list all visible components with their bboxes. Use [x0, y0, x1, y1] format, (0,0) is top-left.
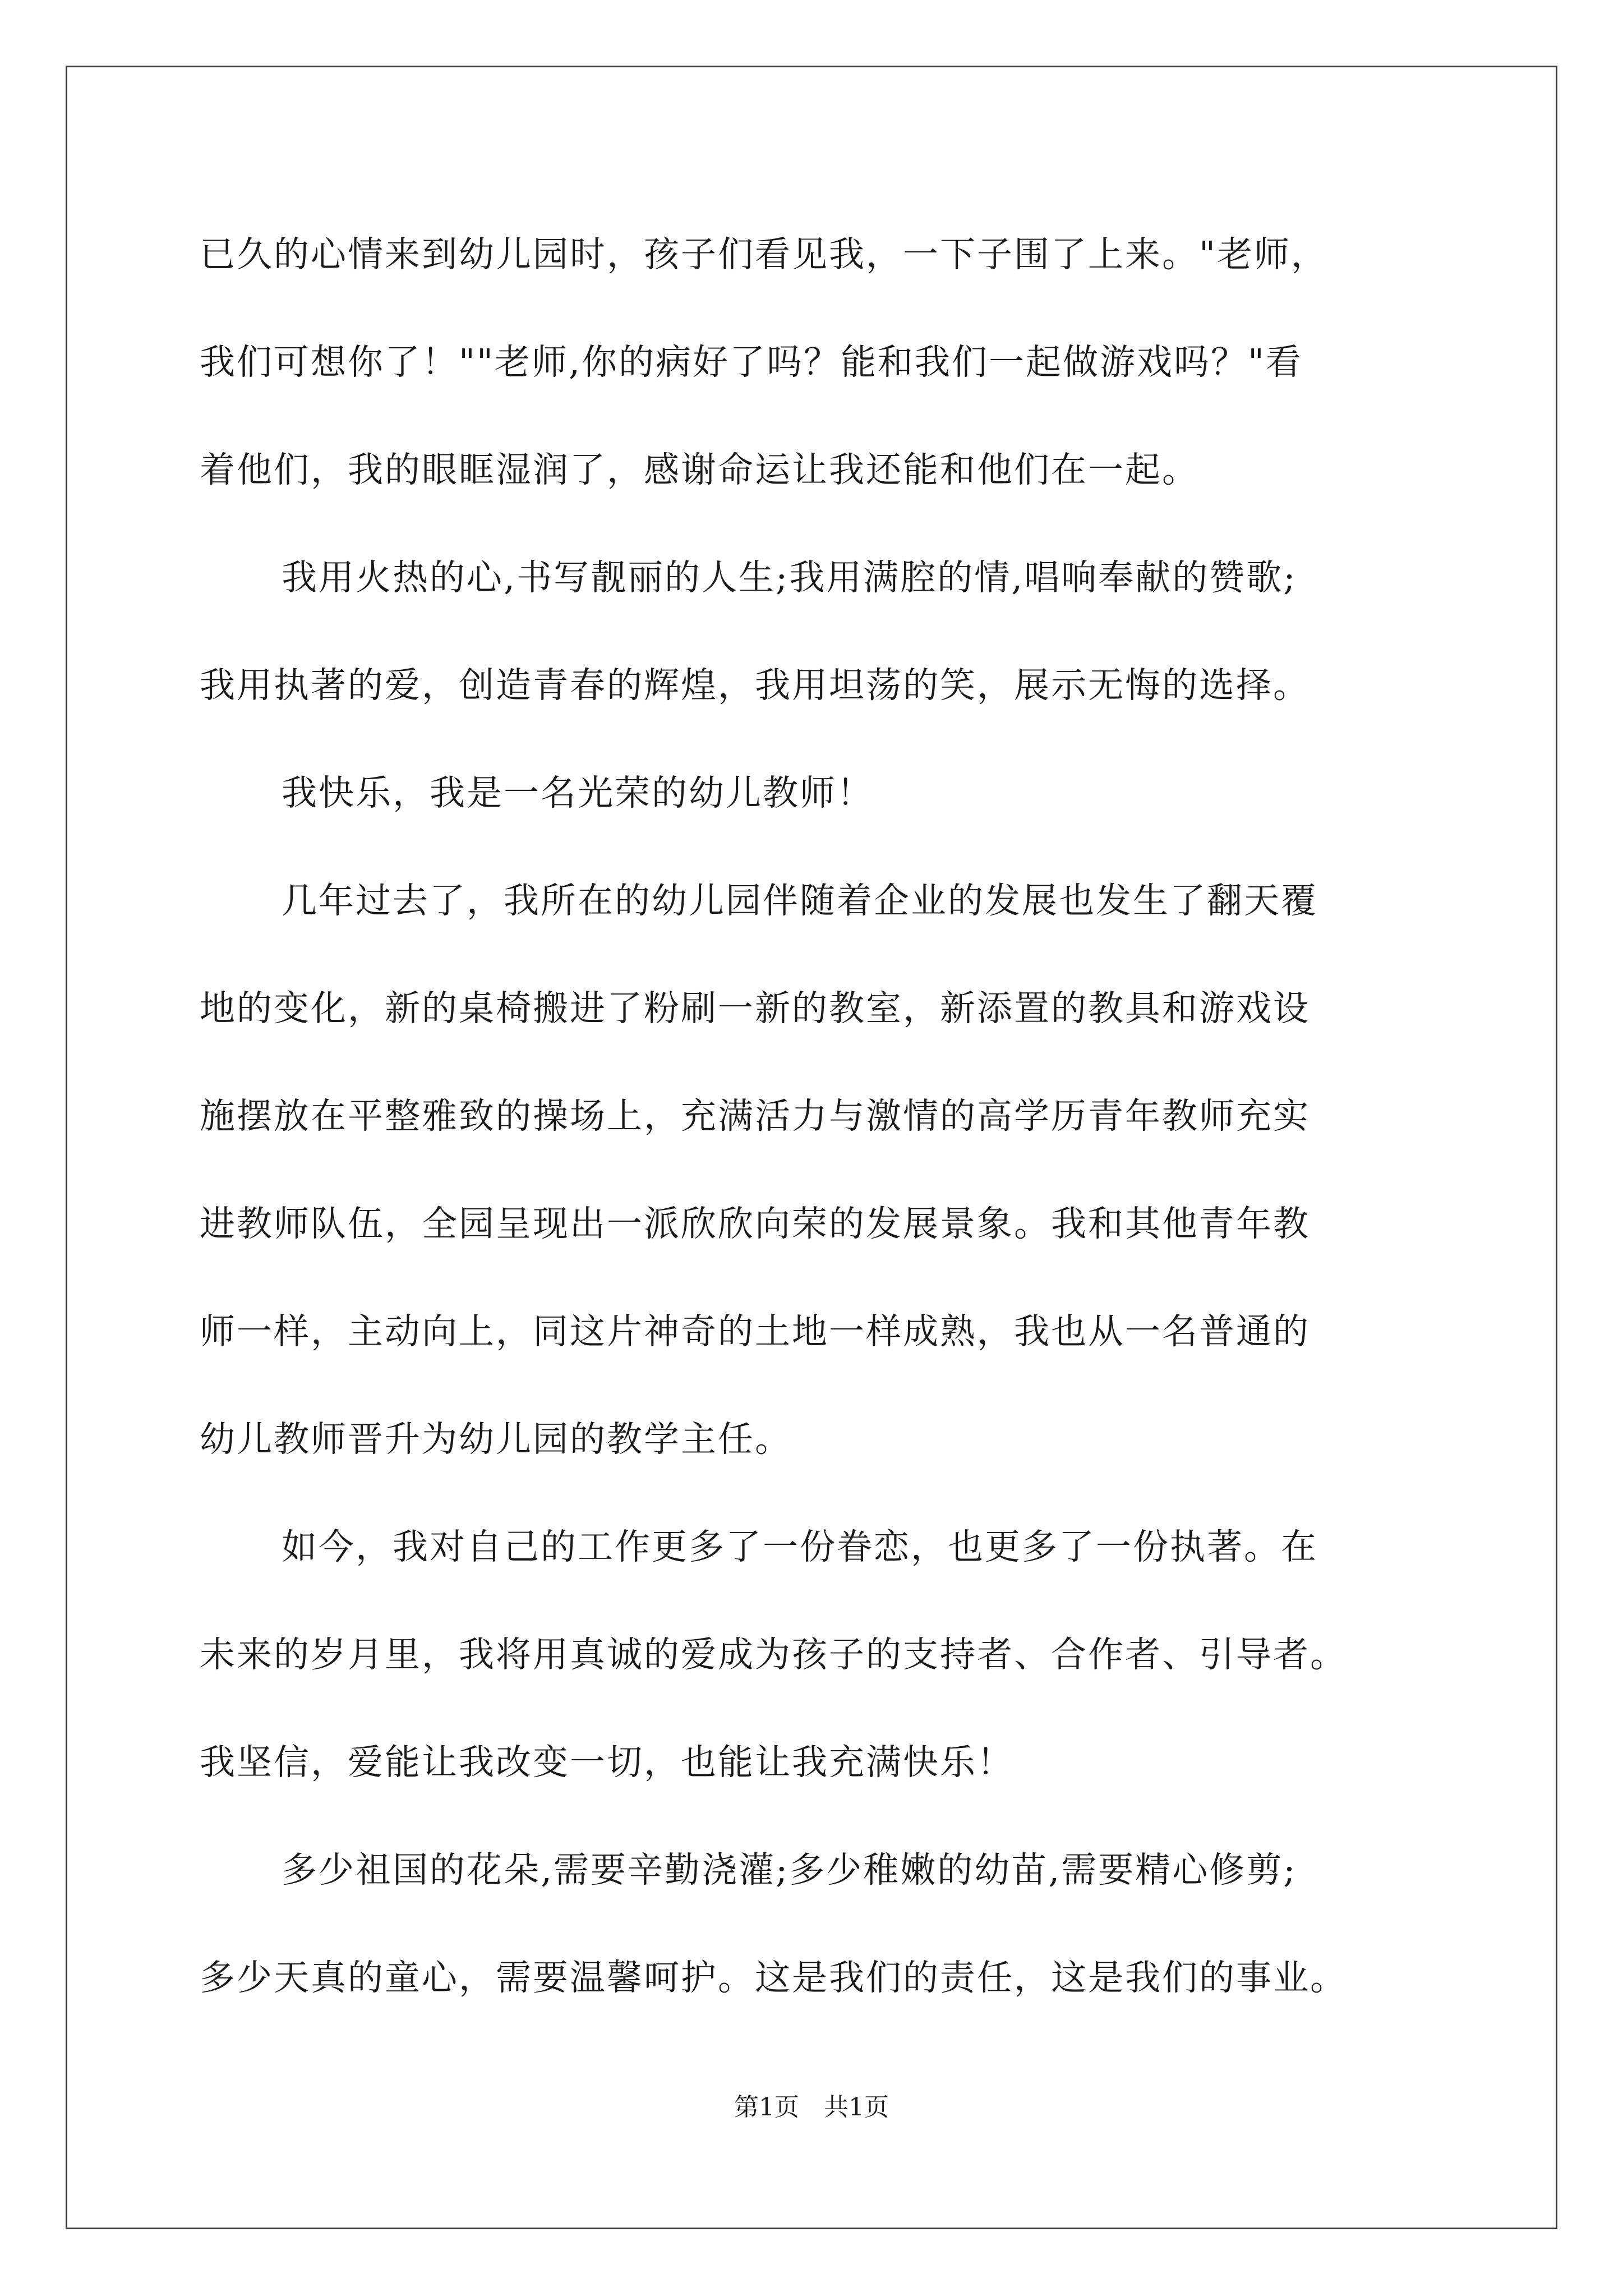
- paragraph-6: [200, 1816, 1428, 2032]
- text-line: 着他们，我的眼眶湿润了，感谢命运让我还能和他们在一起。: [200, 449, 1199, 490]
- text-line: 几年过去了，我所在的幼儿园伴随着企业的发展也发生了翻天覆: [282, 880, 1318, 921]
- text-line: 我坚信，爱能让我改变一切，也能让我充满快乐！: [200, 1742, 1014, 1783]
- paragraph-1: [200, 201, 1428, 524]
- text-line: 多少祖国的花朵,需要辛勤浇灌;多少稚嫩的幼苗,需要精心修剪;: [282, 1849, 1297, 1890]
- text-line: 已久的心情来到幼儿园时，孩子们看见我，一下子围了上来。"老师，: [200, 234, 1328, 275]
- text-line: 进教师队伍，全园呈现出一派欣欣向荣的发展景象。我和其他青年教: [200, 1203, 1310, 1244]
- document-body: [200, 201, 1428, 2032]
- text-line: 我们可想你了！""老师,你的病好了吗？能和我们一起做游戏吗？"看: [200, 342, 1303, 383]
- text-line: 我用执著的爱，创造青春的辉煌，我用坦荡的笑，展示无悔的选择。: [200, 665, 1310, 706]
- page-number-footer: 第1页 共1页: [734, 2093, 889, 2122]
- text-line: 幼儿教师晋升为幼儿园的教学主任。: [200, 1419, 792, 1460]
- text-line: 地的变化，新的桌椅搬进了粉刷一新的教室，新添置的教具和游戏设: [200, 988, 1310, 1029]
- paragraph-5: [200, 1493, 1428, 1816]
- paragraph-2: [200, 524, 1428, 739]
- text-line: 如今，我对自己的工作更多了一份眷恋，也更多了一份执著。在: [282, 1526, 1318, 1567]
- text-line: 未来的岁月里，我将用真诚的爱成为孩子的支持者、合作者、引导者。: [200, 1634, 1347, 1675]
- text-line: 多少天真的童心，需要温馨呵护。这是我们的责任，这是我们的事业。: [200, 1957, 1347, 1998]
- text-line: 我用火热的心,书写靓丽的人生;我用满腔的情,唱响奉献的赞歌;: [282, 557, 1297, 598]
- text-line: 我快乐，我是一名光荣的幼儿教师！: [282, 772, 874, 813]
- text-line: 施摆放在平整雅致的操场上，充满活力与激情的高学历青年教师充实: [200, 1096, 1310, 1137]
- text-line: 师一样，主动向上，同这片神奇的土地一样成熟，我也从一名普通的: [200, 1311, 1310, 1352]
- paragraph-3: [200, 739, 1428, 847]
- paragraph-4: [200, 847, 1428, 1493]
